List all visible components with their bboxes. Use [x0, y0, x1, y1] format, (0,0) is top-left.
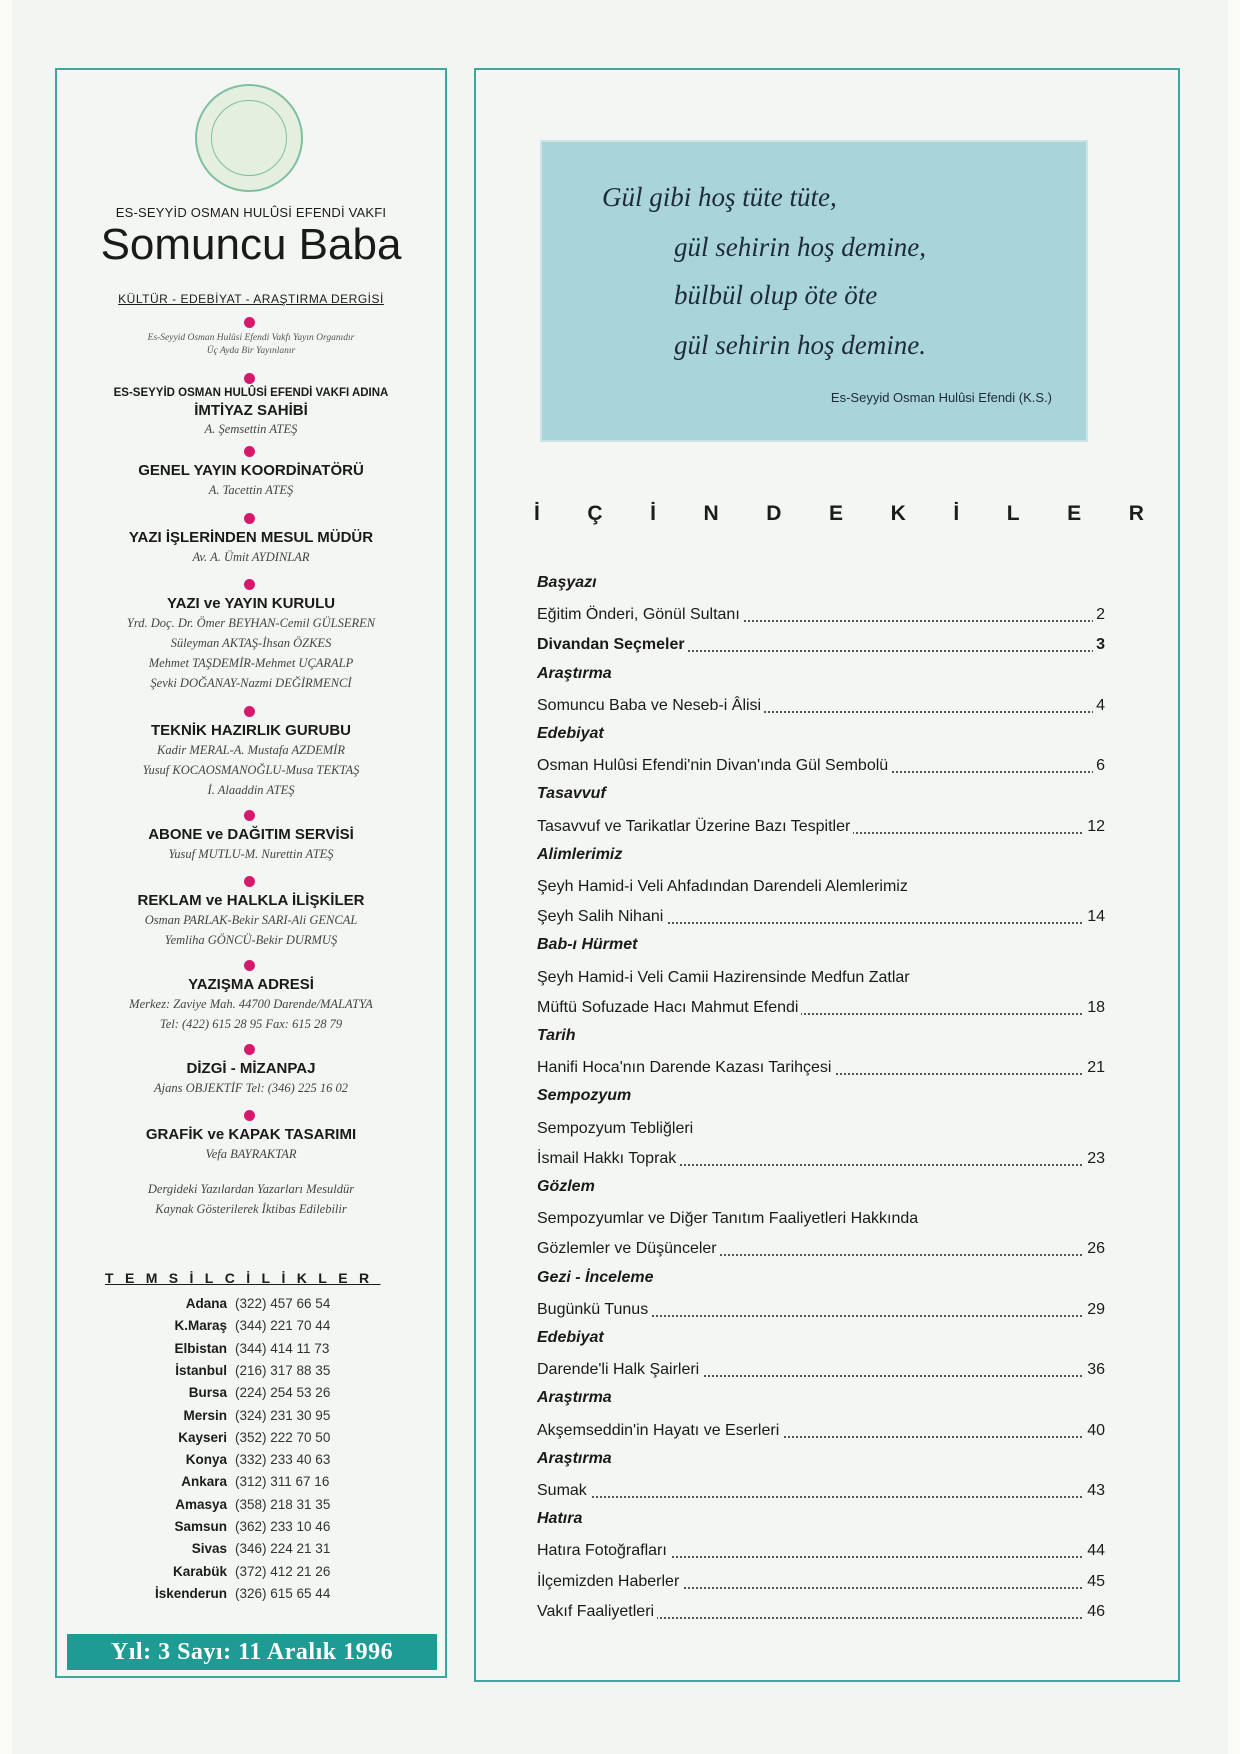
staff-name: Tel: (422) 615 28 95 Fax: 615 28 79: [159, 1017, 343, 1031]
representative-city: İstanbul: [175, 1362, 227, 1378]
toc-entry-title: Müftü Sofuzade Hacı Mahmut Efendi: [537, 999, 801, 1016]
representative-city: Kayseri: [178, 1429, 227, 1445]
bullet-dot-icon: [244, 317, 255, 328]
representative-phone: (332) 233 40 63: [235, 1452, 331, 1468]
toc-entry[interactable]: [537, 816, 1105, 838]
poem-line: Gül gibi hoş tüte tüte,: [602, 182, 837, 212]
representative-phone: (312) 311 67 16: [235, 1474, 330, 1490]
toc-title-letter: Ç: [587, 502, 603, 525]
toc-entry-title: Bugünkü Tunus: [537, 1301, 651, 1318]
staff-role: TEKNİK HAZIRLIK GURUBU: [151, 722, 351, 739]
toc-entry-page: 45: [1084, 1571, 1105, 1593]
toc-entry-page: 44: [1084, 1540, 1105, 1562]
toc-title-letter: K: [890, 502, 906, 525]
representative-row: [57, 1497, 445, 1517]
toc-entry[interactable]: [537, 1571, 1105, 1593]
toc-entry-line: Sempozyumlar ve Diğer Tanıtım Faaliyetleri Hakkında: [537, 1210, 919, 1228]
representative-phone: (326) 615 65 44: [235, 1585, 331, 1601]
staff-name: Osman PARLAK-Bekir SARI-Ali GENCAL: [144, 913, 358, 927]
toc-entry-title: Osman Hulûsi Efendi'nin Divan'ında Gül Sembolü: [537, 757, 891, 774]
toc-entry-title: Sumak: [537, 1482, 590, 1499]
bullet-dot-icon: [244, 810, 255, 821]
staff-name: Ajans OBJEKTİF Tel: (346) 225 16 02: [154, 1081, 348, 1095]
representative-phone: (358) 218 31 35: [235, 1496, 331, 1512]
leader-dots: [537, 1496, 1105, 1498]
toc-entry-page: 46: [1084, 1601, 1105, 1623]
toc-section-heading: Hatıra: [537, 1510, 583, 1528]
representative-phone: (346) 224 21 31: [235, 1541, 331, 1557]
toc-section-heading: Başyazı: [537, 574, 597, 591]
representative-phone: (322) 457 66 54: [235, 1296, 331, 1311]
bullet-dot-icon: [244, 960, 255, 971]
toc-entry-title: İlçemizden Haberler: [537, 1573, 682, 1590]
toc-entry-page: 21: [1084, 1057, 1105, 1079]
staff-name: Süleyman AKTAŞ-İhsan ÖZKES: [170, 636, 332, 650]
toc-entry-title: Divandan Seçmeler: [537, 636, 688, 653]
representative-row: [57, 1341, 445, 1361]
toc-entry[interactable]: [537, 906, 1105, 928]
publisher-note: Es-Seyyid Osman Hulûsi Efendi Vakfı Yayın Organıdır: [147, 333, 355, 343]
staff-name: Yusuf MUTLU-M. Nurettin ATEŞ: [168, 847, 334, 861]
representative-row: [57, 1474, 445, 1494]
toc-entry-page: 12: [1084, 816, 1105, 838]
representative-city: Ankara: [181, 1474, 227, 1490]
staff-role: GENEL YAYIN KOORDİNATÖRÜ: [138, 462, 364, 479]
toc-title: [534, 502, 1144, 526]
toc-title-letter: İ: [650, 502, 656, 525]
toc-section-heading: Alimlerimiz: [537, 845, 623, 863]
staff-name: İ. Alaaddin ATEŞ: [207, 783, 295, 797]
representative-phone: (344) 414 11 73: [235, 1340, 330, 1356]
toc-section-heading: Araştırma: [537, 1389, 612, 1407]
representative-city: Karabük: [172, 1563, 227, 1579]
notice-text: Dergideki Yazılardan Yazarları Mesuldür: [147, 1182, 355, 1196]
toc-section-heading: Gezi - İnceleme: [537, 1268, 654, 1286]
poem-line: gül sehirin hoş demine.: [674, 330, 926, 360]
bullet-dot-icon: [244, 1044, 255, 1055]
toc-entry-title: Vakıf Faaliyetleri: [537, 1603, 657, 1620]
toc-section-heading: Bab-ı Hürmet: [537, 936, 638, 954]
notice-text: Kaynak Gösterilerek İktibas Edilebilir: [155, 1202, 347, 1216]
representative-row: [57, 1564, 445, 1584]
toc-entry[interactable]: [537, 604, 1105, 626]
toc-entry-title: Şeyh Salih Nihani: [537, 908, 666, 925]
representatives-title: TEMSİLCİLİKLER: [105, 1270, 381, 1286]
foundation-seal-icon: [195, 84, 303, 192]
representative-row: [57, 1519, 445, 1539]
representative-row: [57, 1363, 445, 1383]
toc-entry-line: Şeyh Hamid-i Veli Camii Hazirensinde Medfun Zatlar: [537, 968, 910, 986]
toc-entry-title: İsmail Hakkı Toprak: [537, 1150, 679, 1167]
publisher-note: Üç Ayda Bir Yayınlanır: [206, 346, 296, 356]
toc-entry-page: 40: [1084, 1420, 1105, 1442]
toc-entry[interactable]: [537, 1299, 1105, 1321]
staff-role: İMTİYAZ SAHİBİ: [194, 402, 308, 419]
foundation-name: ES-SEYYİD OSMAN HULÛSİ EFENDİ VAKFI: [115, 205, 387, 220]
staff-name: Şevki DOĞANAY-Nazmi DEĞİRMENCİ: [150, 676, 352, 690]
staff-role: YAZIŞMA ADRESİ: [188, 976, 314, 993]
toc-section-heading: Tarih: [537, 1027, 576, 1044]
staff-role: REKLAM ve HALKLA İLİŞKİLER: [137, 892, 365, 909]
toc-entry-page: 6: [1093, 755, 1105, 777]
toc-entry-title: Akşemseddin'in Hayatı ve Eserleri: [537, 1422, 782, 1439]
representative-row: [57, 1430, 445, 1450]
poem-line: gül sehirin hoş demine,: [674, 232, 926, 262]
toc-entry[interactable]: [537, 997, 1105, 1019]
toc-entry-line: Şeyh Hamid-i Veli Ahfadından Darendeli Alemlerimiz: [537, 878, 908, 895]
representative-row: [57, 1452, 445, 1472]
toc-section-heading: Araştırma: [537, 1449, 612, 1467]
toc-entry[interactable]: [537, 1148, 1105, 1170]
toc-title-letter: İ: [534, 502, 540, 525]
toc-entry[interactable]: [537, 1057, 1105, 1079]
toc-entry-page: 36: [1084, 1359, 1105, 1381]
poem-box: [540, 140, 1088, 442]
toc-entry-title: Eğitim Önderi, Gönül Sultanı: [537, 606, 743, 623]
toc-entry-line: Sempozyum Tebliğleri: [537, 1119, 694, 1137]
representative-row: [57, 1541, 445, 1561]
toc-section-heading: Araştırma: [537, 664, 612, 682]
staff-name: Kadir MERAL-A. Mustafa AZDEMİR: [157, 743, 345, 757]
toc-entry-title: Hanifi Hoca'nın Darende Kazası Tarihçesi: [537, 1059, 834, 1076]
toc-entry[interactable]: [537, 695, 1105, 717]
staff-name: Yemliha GÖNCÜ-Bekir DURMUŞ: [164, 933, 338, 947]
representative-phone: (372) 412 21 26: [235, 1563, 331, 1579]
representative-row: [57, 1408, 445, 1428]
toc-title-letter: D: [766, 502, 782, 525]
bullet-dot-icon: [244, 876, 255, 887]
representative-city: İskenderun: [154, 1585, 227, 1601]
toc-section-heading: Tasavvuf: [537, 785, 606, 803]
representative-phone: (224) 254 53 26: [235, 1385, 331, 1401]
representative-city: Bursa: [188, 1385, 227, 1401]
bullet-dot-icon: [244, 706, 255, 717]
representative-city: Konya: [185, 1452, 227, 1468]
staff-role: YAZI ve YAYIN KURULU: [166, 595, 336, 612]
toc-entry-page: 26: [1084, 1238, 1105, 1260]
toc-entry-title: Darende'li Halk Şairleri: [537, 1361, 702, 1378]
poem-author: Es-Seyyid Osman Hulûsi Efendi (K.S.): [830, 390, 1052, 405]
staff-name: Yrd. Doç. Dr. Ömer BEYHAN-Cemil GÜLSEREN: [126, 616, 376, 630]
toc-title-letter: R: [1128, 502, 1144, 525]
toc-section-heading: Gözlem: [537, 1178, 595, 1195]
representative-phone: (216) 317 88 35: [235, 1362, 331, 1378]
toc-section-heading: Edebiyat: [537, 725, 604, 742]
toc-entry[interactable]: [537, 1359, 1105, 1381]
toc-entry[interactable]: [537, 1601, 1105, 1623]
toc-entry-page: 18: [1084, 997, 1105, 1019]
staff-pre: ES-SEYYİD OSMAN HULÛSİ EFENDİ VAKFI ADINA: [113, 387, 389, 399]
bullet-dot-icon: [244, 373, 255, 384]
toc-entry-title: Hatıra Fotoğrafları: [537, 1542, 670, 1559]
staff-role: YAZI İŞLERİNDEN MESUL MÜDÜR: [128, 529, 374, 546]
representative-city: Mersin: [183, 1407, 227, 1423]
toc-title-letter: N: [703, 502, 719, 525]
toc-entry-title: Gözlemler ve Düşünceler: [537, 1240, 720, 1257]
staff-role: DİZGİ - MİZANPAJ: [186, 1060, 316, 1077]
toc-entry-page: 23: [1084, 1148, 1105, 1170]
representative-phone: (344) 221 70 44: [235, 1318, 331, 1334]
contents-column: [474, 68, 1180, 1682]
toc-title-letter: İ: [953, 502, 960, 525]
toc-entry-title: Somuncu Baba ve Neseb-i Âlisi: [537, 697, 764, 714]
issue-banner: Yıl: 3 Sayı: 11 Aralık 1996: [67, 1634, 437, 1670]
toc-entry-page: 2: [1093, 604, 1105, 626]
staff-name: Mehmet TAŞDEMİR-Mehmet UÇARALP: [148, 656, 354, 670]
bullet-dot-icon: [244, 513, 255, 524]
toc-entry[interactable]: [537, 634, 1105, 656]
toc-entry-page: 29: [1084, 1299, 1105, 1321]
representative-phone: (324) 231 30 95: [235, 1407, 331, 1423]
representative-city: Elbistan: [174, 1340, 227, 1356]
toc-entry-page: 14: [1084, 906, 1105, 928]
representative-city: Amasya: [175, 1496, 227, 1512]
toc-entry-page: 43: [1084, 1480, 1105, 1502]
poem-line: bülbül olup öte öte: [674, 280, 878, 310]
bullet-dot-icon: [244, 446, 255, 457]
staff-name: A. Şemsettin ATEŞ: [204, 422, 298, 436]
toc-entry[interactable]: [537, 1540, 1105, 1562]
representative-row: [57, 1296, 445, 1316]
representative-city: Samsun: [174, 1519, 227, 1534]
masthead-column: [55, 68, 447, 1678]
staff-name: Merkez: Zaviye Mah. 44700 Darende/MALATYA: [129, 997, 373, 1011]
toc-title-letter: E: [829, 502, 844, 525]
staff-name: Vefa BAYRAKTAR: [205, 1147, 297, 1161]
toc-title-letter: L: [1006, 502, 1020, 525]
toc-entry[interactable]: [537, 1420, 1105, 1442]
magazine-subtitle: KÜLTÜR - EDEBİYAT - ARAŞTIRMA DERGİSİ: [118, 292, 384, 306]
toc-entry-page: 3: [1093, 634, 1105, 656]
toc-entry[interactable]: [537, 1238, 1105, 1260]
representative-row: [57, 1318, 445, 1338]
toc-entry-page: 4: [1093, 695, 1105, 717]
representative-phone: (362) 233 10 46: [235, 1519, 331, 1534]
toc-entry[interactable]: [537, 755, 1105, 777]
staff-name: Av. A. Ümit AYDINLAR: [192, 550, 310, 564]
staff-role: GRAFİK ve KAPAK TASARIMI: [145, 1126, 357, 1143]
toc-section-heading: Sempozyum: [537, 1087, 632, 1105]
staff-name: A. Tacettin ATEŞ: [208, 483, 294, 497]
bullet-dot-icon: [244, 579, 255, 590]
magazine-title: Somuncu Baba: [100, 220, 402, 269]
representative-city: Adana: [185, 1296, 227, 1311]
toc-section-heading: Edebiyat: [537, 1329, 604, 1346]
toc-entry[interactable]: [537, 1480, 1105, 1502]
staff-role: ABONE ve DAĞITIM SERVİSİ: [148, 826, 354, 843]
representative-row: [57, 1586, 445, 1606]
staff-name: Yusuf KOCAOSMANOĞLU-Musa TEKTAŞ: [142, 763, 360, 777]
representative-phone: (352) 222 70 50: [235, 1429, 331, 1445]
toc-entry-title: Tasavvuf ve Tarikatlar Üzerine Bazı Tespitler: [537, 818, 853, 835]
representative-city: Sivas: [191, 1541, 227, 1557]
toc-title-letter: E: [1067, 502, 1082, 525]
bullet-dot-icon: [244, 1110, 255, 1121]
representative-city: K.Maraş: [174, 1318, 227, 1334]
representative-row: [57, 1385, 445, 1405]
